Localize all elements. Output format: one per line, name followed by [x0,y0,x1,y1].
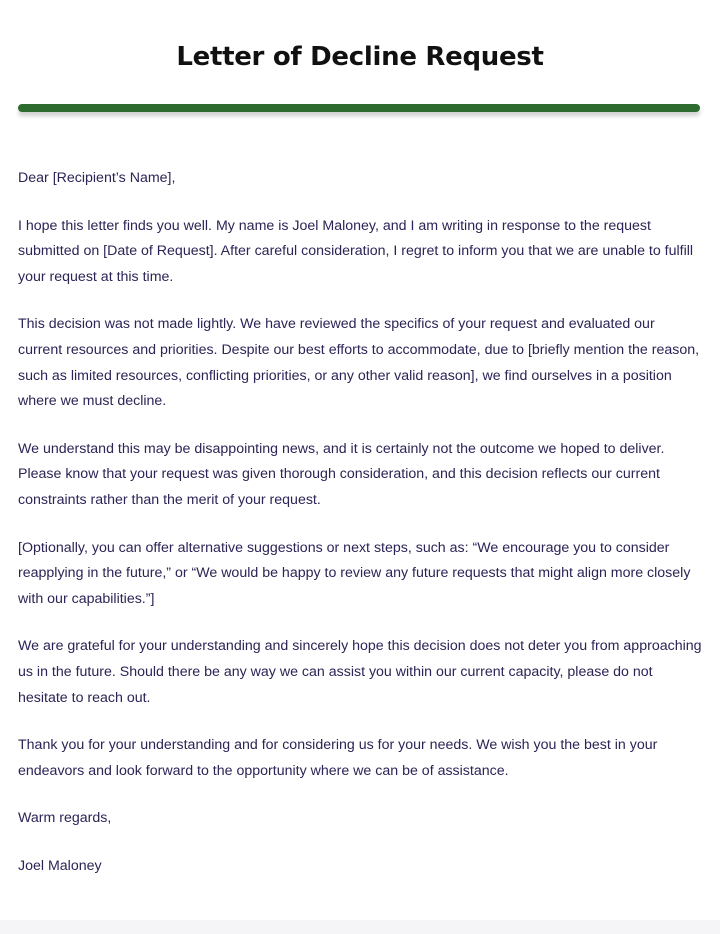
letter-paragraph: We understand this may be disappointing news, and it is certainly not the outcome we hoped to deliver. Please know that your request was given thorough consideration, and this decision reflects our current constraints rather than the merit of your request. [18,440,665,508]
footer-band [0,920,720,934]
letter-paragraph: Thank you for your understanding and for considering us for your needs. We wish you the best in your endeavors and look forward to the opportunity where we can be of assistance. [18,737,658,779]
letter-paragraph: I hope this letter finds you well. My name is Joel Maloney, and I am writing in response to the request submitted on [Date of Request]. After careful consideration, I regret to inform you that we are unable to fulfill your request at this time. [18,217,694,285]
letter-paragraph: [Optionally, you can offer alternative suggestions or next steps, such as: “We encourage you to consider reapplying in the future,” or “We would be happy to review any future requests that might align more closely with our capabilities.”] [18,539,691,607]
letter-paragraph: This decision was not made lightly. We have reviewed the specifics of your request and evaluated our current resources and priorities. Despite our best efforts to accommodate, due to [briefly mention the reason, such as limited resources, conflicting priorities, or any other valid reason], we find ourselves in a position where we must decline. [18,316,700,410]
page-title: Letter of Decline Request [176,42,544,72]
letter-paragraph: We are grateful for your understanding and sincerely hope this decision does not deter you from approaching us in the future. Should there be any way we can assist you within our current capacity, please do not hesitate to reach out. [18,638,702,706]
letter-body [18,166,702,879]
letter-closing: Warm regards, [18,810,112,827]
title-divider [18,104,700,112]
letter-salutation: Dear [Recipient’s Name], [18,170,176,186]
letter-signature: Joel Maloney [18,857,102,874]
